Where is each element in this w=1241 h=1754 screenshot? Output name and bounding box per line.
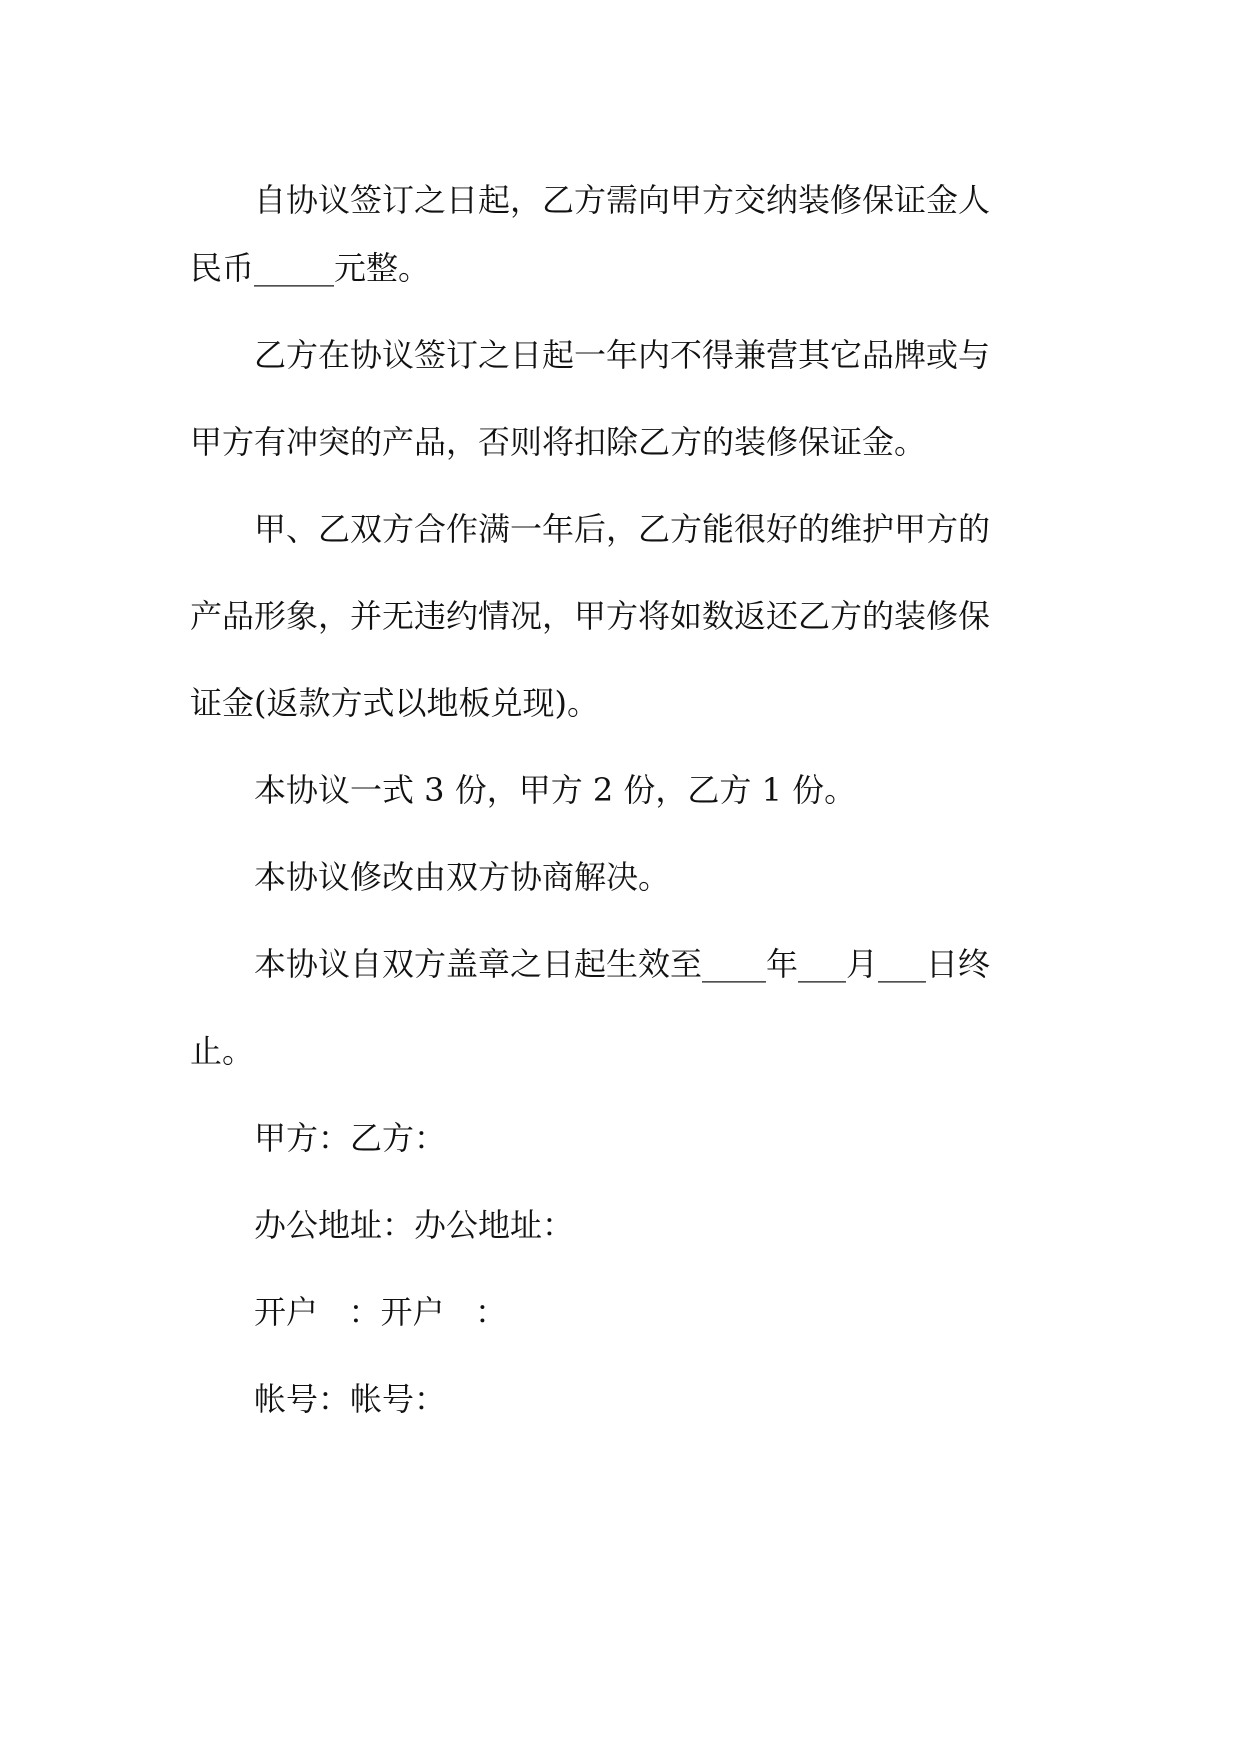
paragraph-line: 产品形象，并无违约情况，甲方将如数返还乙方的装修保 [190, 597, 991, 635]
signature-party-line: 甲方：乙方： [254, 1119, 447, 1157]
paragraph-line: 甲、乙双方合作满一年后，乙方能很好的维护甲方的 [254, 510, 991, 548]
paragraph-line: 甲方有冲突的产品，否则将扣除乙方的装修保证金。 [190, 423, 927, 461]
signature-bank-line: 开户 ：开户 ： [254, 1293, 508, 1331]
signature-account-line: 帐号：帐号： [254, 1380, 447, 1418]
paragraph-line: 本协议修改由双方协商解决。 [254, 858, 671, 896]
paragraph-line: 自协议签订之日起，乙方需向甲方交纳装修保证金人 [254, 181, 991, 219]
paragraph-line: 止。 [190, 1032, 255, 1070]
signature-address-line: 办公地址：办公地址： [254, 1206, 575, 1244]
paragraph-line: 证金(返款方式以地板兑现)。 [190, 684, 599, 722]
paragraph-line: 本协议自双方盖章之日起生效至____年___月___日终 [254, 945, 991, 983]
paragraph-line: 本协议一式 3 份，甲方 2 份，乙方 1 份。 [254, 771, 857, 809]
paragraph-line: 乙方在协议签订之日起一年内不得兼营其它品牌或与 [254, 336, 991, 374]
paragraph-line: 民币_____元整。 [190, 249, 431, 287]
